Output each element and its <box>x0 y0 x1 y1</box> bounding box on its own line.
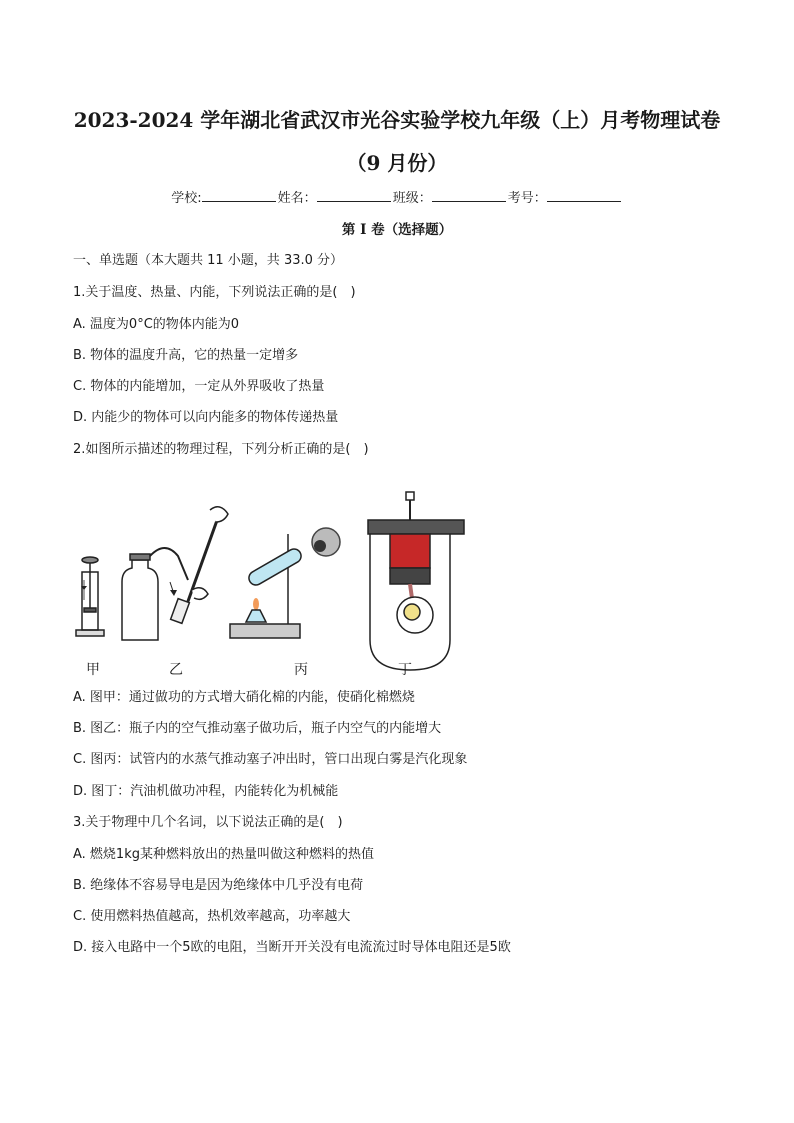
q1-option-a: A. 温度为0°C的物体内能为0 <box>73 317 240 332</box>
class-label: 班级： <box>392 191 432 206</box>
q2-option-a: A. 图甲：通过做功的方式增大硝化棉的内能，使硝化棉燃烧 <box>73 690 415 705</box>
student-info-row <box>0 187 794 206</box>
figure-label-jia: 甲 <box>86 662 100 678</box>
q1-option-d: D. 内能少的物体可以向内能多的物体传递热量 <box>73 410 339 425</box>
q2-figure <box>70 490 470 680</box>
q3-option-b: B. 绝缘体不容易导电是因为绝缘体中几乎没有电荷 <box>73 878 364 893</box>
exam-no-blank[interactable] <box>547 189 621 202</box>
q1-stem: 1.关于温度、热量、内能，下列说法正确的是( ) <box>73 285 356 300</box>
test-tube-stand-illustration <box>230 528 340 638</box>
exam-subtitle: （9 月份） <box>346 151 448 175</box>
q1-option-b: B. 物体的温度升高，它的热量一定增多 <box>73 348 299 363</box>
exam-no-label: 考号： <box>507 191 547 206</box>
fire-syringe-illustration <box>76 557 104 636</box>
bottle-pump-illustration <box>122 507 228 640</box>
q3-option-c: C. 使用燃料热值越高，热机效率越高，功率越大 <box>73 909 351 924</box>
figure-label-ding: 丁 <box>398 662 412 678</box>
q2-option-b: B. 图乙：瓶子内的空气推动塞子做功后，瓶子内空气的内能增大 <box>73 721 442 736</box>
q2-option-d: D. 图丁：汽油机做功冲程，内能转化为机械能 <box>73 784 339 799</box>
name-blank[interactable] <box>317 189 391 202</box>
exam-title: 2023-2024 学年湖北省武汉市光谷实验学校九年级（上）月考物理试卷 <box>73 108 721 132</box>
figure-label-bing: 丙 <box>294 662 308 678</box>
q3-stem: 3.关于物理中几个名词，以下说法正确的是( ) <box>73 815 343 830</box>
question-type-heading: 一、单选题（本大题共 11 小题，共 33.0 分） <box>73 253 344 268</box>
school-blank[interactable] <box>202 189 276 202</box>
class-blank[interactable] <box>432 189 506 202</box>
figure-label-yi: 乙 <box>169 662 183 678</box>
q3-option-d: D. 接入电路中一个5欧的电阻，当断开开关没有电流流过时导体电阻还是5欧 <box>73 940 511 955</box>
engine-cylinder-illustration <box>368 492 464 670</box>
section-heading: 第 I 卷（选择题） <box>341 222 453 238</box>
school-label: 学校: <box>171 191 202 206</box>
name-label: 姓名： <box>277 191 317 206</box>
q1-option-c: C. 物体的内能增加，一定从外界吸收了热量 <box>73 379 325 394</box>
q3-option-a: A. 燃烧1kg某种燃料放出的热量叫做这种燃料的热值 <box>73 847 374 862</box>
q2-stem: 2.如图所示描述的物理过程，下列分析正确的是( ) <box>73 442 369 457</box>
q2-option-c: C. 图丙：试管内的水蒸气推动塞子冲出时，管口出现白雾是汽化现象 <box>73 752 468 767</box>
